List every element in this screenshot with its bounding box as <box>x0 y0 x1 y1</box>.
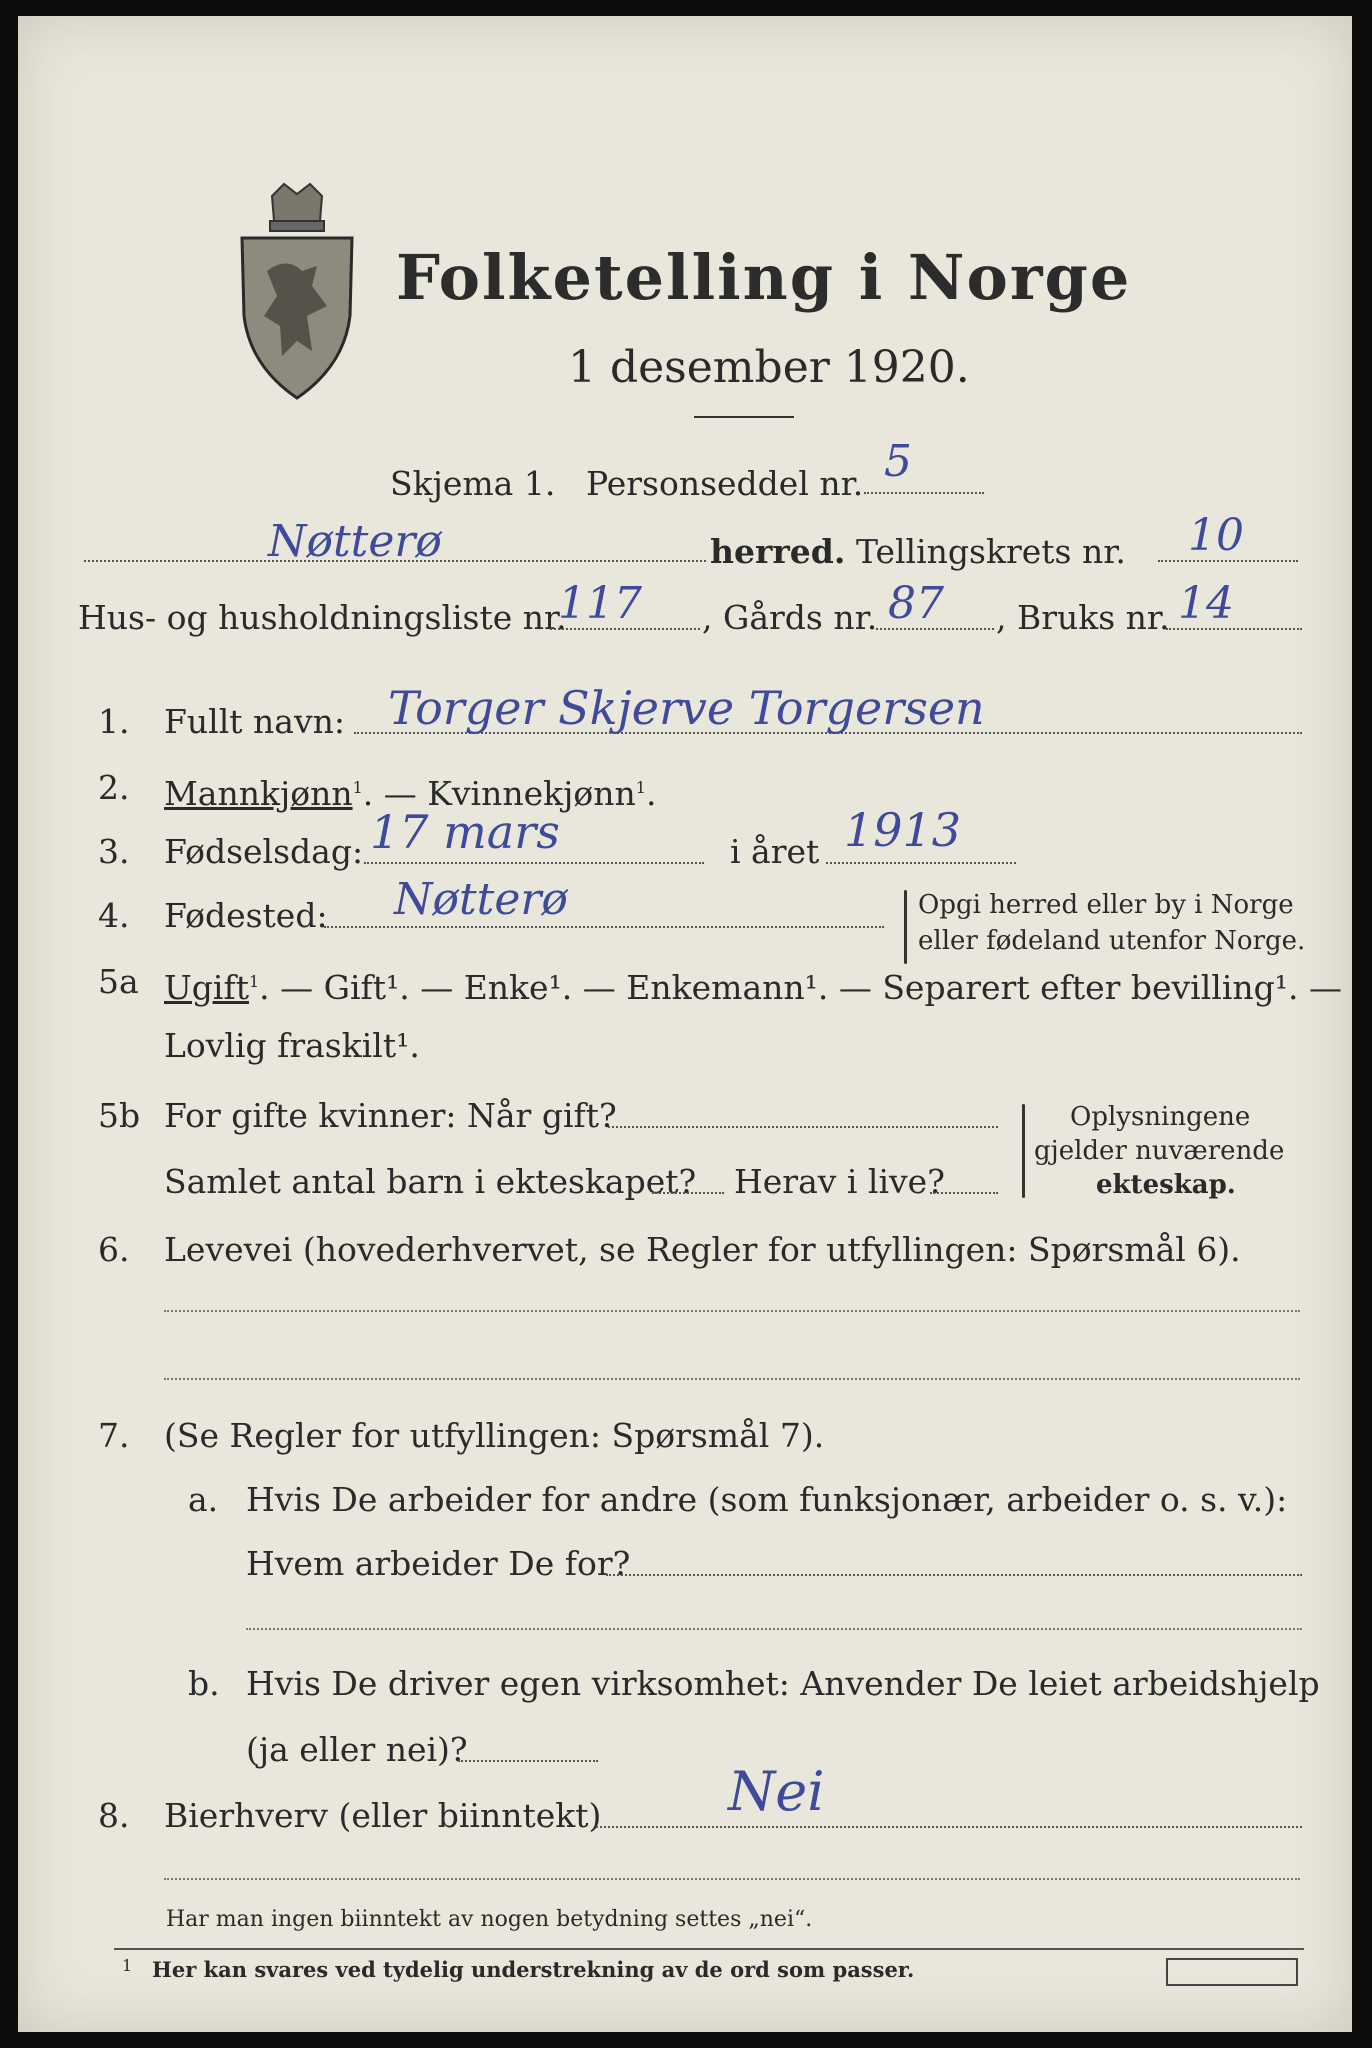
alive-label: Herav i live? <box>734 1162 945 1201</box>
children-line <box>652 1192 724 1194</box>
employer-label: Hvem arbeider De for? <box>246 1544 631 1583</box>
field-7a-number: a. <box>188 1480 219 1519</box>
hus-line <box>550 628 700 630</box>
birthplace-note-2: eller fødeland utenfor Norge. <box>918 926 1306 956</box>
gards-label: , Gårds nr. <box>702 598 878 637</box>
side-income-line <box>596 1826 1302 1828</box>
field-7-number: 7. <box>98 1416 130 1455</box>
marriage-note-2: gjelder nuværende <box>1034 1136 1285 1166</box>
census-form <box>18 16 1352 2032</box>
hired-help-line <box>458 1760 598 1762</box>
form-title: Folketelling i Norge <box>396 241 1132 314</box>
employer-line-2 <box>246 1628 1302 1630</box>
field-5a-number: 5a <box>98 962 139 1001</box>
unmarried-option[interactable]: Ugift <box>164 968 249 1007</box>
birthplace-note-brace <box>904 890 907 964</box>
bruks-label: , Bruks nr. <box>996 598 1170 637</box>
marriage-note-1: Oplysningene <box>1070 1102 1251 1132</box>
form-date: 1 desember 1920. <box>568 342 970 393</box>
field-8-number: 8. <box>98 1796 130 1835</box>
birthplace-value[interactable]: Nøtterø <box>394 874 568 925</box>
hus-value[interactable]: 117 <box>558 578 642 629</box>
footnote-mark: 1 <box>122 1956 133 1975</box>
employment-label: (Se Regler for utfyllingen: Spørsmål 7). <box>164 1416 825 1455</box>
field-2-number: 2. <box>98 768 130 807</box>
female-option[interactable]: Kvinnekjønn <box>427 774 636 813</box>
birthplace-note-1: Opgi herred eller by i Norge <box>918 890 1294 920</box>
field-4-number: 4. <box>98 896 130 935</box>
birthplace-label: Fødested: <box>164 896 328 935</box>
personseddel-line <box>864 492 984 494</box>
married-when-label: For gifte kvinner: Når gift? <box>164 1096 617 1135</box>
herred-value[interactable]: Nøtterø <box>268 516 442 567</box>
bruks-value[interactable]: 14 <box>1178 578 1234 629</box>
bruks-line <box>1166 628 1302 630</box>
no-income-note: Har man ingen biinntekt av nogen betydning settes „nei“. <box>166 1907 813 1932</box>
side-income-value[interactable]: Nei <box>728 1760 825 1823</box>
employer-line <box>606 1574 1302 1576</box>
hus-label: Hus- og husholdningsliste nr. <box>78 598 567 637</box>
birth-year-value[interactable]: 1913 <box>844 803 962 857</box>
gards-line <box>876 628 994 630</box>
herred-label: herred. <box>710 532 846 571</box>
occupation-line-1 <box>164 1310 1300 1312</box>
printer-mark-icon <box>1166 1958 1298 1986</box>
skjema-label: Skjema 1. <box>390 464 556 503</box>
marriage-note-brace <box>1022 1104 1025 1198</box>
full-name-label: Fullt navn: <box>164 702 345 741</box>
own-business-label: Hvis De driver egen virksomhet: Anvender De leiet arbeidshjelp <box>246 1664 1320 1703</box>
marital-status-line-2[interactable]: Lovlig fraskilt¹. <box>164 1026 420 1065</box>
marital-status-options: Ugift$^1$. — Gift¹. — Enke¹. — Enkemann¹. — Separert efter bevilling¹. — <box>164 968 1342 1007</box>
children-label: Samlet antal barn i ekteskapet? <box>164 1162 697 1201</box>
hired-help-label: (ja eller nei)? <box>246 1730 468 1769</box>
field-7b-number: b. <box>188 1664 220 1703</box>
birthday-value[interactable]: 17 mars <box>370 805 560 859</box>
side-income-line-2 <box>164 1878 1300 1880</box>
tellingskrets-label: Tellingskrets nr. <box>856 532 1126 571</box>
marriage-note-3: ekteskap. <box>1096 1170 1236 1200</box>
occupation-label: Levevei (hovederhvervet, se Regler for utfyllingen: Spørsmål 6). <box>164 1230 1241 1269</box>
birth-year-line <box>826 862 1016 864</box>
birthday-line <box>364 862 704 864</box>
married-when-line <box>608 1126 998 1128</box>
occupation-line-2 <box>164 1378 1300 1380</box>
personseddel-label: Personseddel nr. <box>586 464 864 503</box>
side-income-label: Bierhverv (eller biinntekt) <box>164 1796 602 1835</box>
title-divider <box>694 416 794 418</box>
alive-line <box>930 1192 998 1194</box>
field-5b-number: 5b <box>98 1096 141 1135</box>
birthday-label: Fødselsdag: <box>164 832 364 871</box>
gards-value[interactable]: 87 <box>888 578 944 629</box>
coat-of-arms-icon <box>232 176 362 406</box>
full-name-value[interactable]: Torger Skjerve Torgersen <box>388 681 985 735</box>
male-option[interactable]: Mannkjønn <box>164 774 353 813</box>
gender-options: Mannkjønn$^1$. — Kvinnekjønn$^1$. <box>164 774 657 813</box>
tellingskrets-value[interactable]: 10 <box>1188 510 1244 561</box>
field-1-number: 1. <box>98 702 130 741</box>
footnote-text: Her kan svares ved tydelig understrekning av de ord som passer. <box>152 1957 915 1982</box>
personseddel-value[interactable]: 5 <box>884 436 912 487</box>
field-3-number: 3. <box>98 832 130 871</box>
footer-divider <box>114 1948 1304 1950</box>
field-6-number: 6. <box>98 1230 130 1269</box>
birthplace-line <box>324 926 884 928</box>
birth-year-label: i året <box>730 832 820 871</box>
employed-by-others-label: Hvis De arbeider for andre (som funksjonær, arbeider o. s. v.): <box>246 1480 1288 1519</box>
